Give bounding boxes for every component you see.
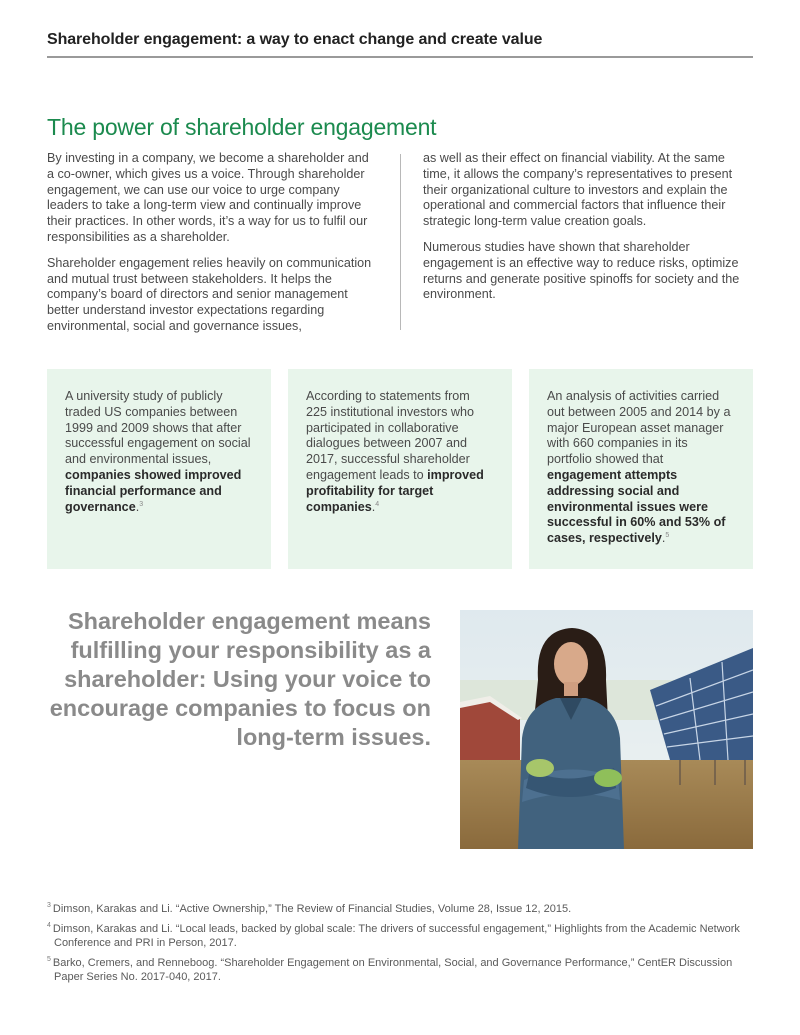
page-header: Shareholder engagement: a way to enact change and create value xyxy=(47,31,753,58)
box-text: A university study of publicly traded US companies between 1999 and 2009 shows that after successful engagement on social and environmental issues, xyxy=(65,389,251,467)
box-text: An analysis of activities carried out between 2005 and 2014 by a major European asset manager with 660 companies in its portfolio showed that xyxy=(547,389,731,467)
column-divider xyxy=(400,154,401,330)
footnote-text: Barko, Cremers, and Renneboog. “Shareholder Engagement on Environmental, Social, and Governance Performance,” CentER Discussion Paper Series No. 2017-040, 2017. xyxy=(52,956,733,983)
section-title: The power of shareholder engagement xyxy=(47,114,437,140)
footnote xyxy=(47,902,753,917)
body-column-right xyxy=(423,151,753,313)
study-box xyxy=(288,369,512,569)
box-text: According to statements from 225 institutional investors who participated in collaborative dialogues between 2007 and 2017, successful shareholder engagement leads to xyxy=(306,389,475,482)
body-column-left xyxy=(47,151,379,345)
footnote xyxy=(47,956,753,985)
box-period: . xyxy=(661,531,666,546)
footnote-text: Dimson, Karakas and Li. “Local leads, backed by global scale: The drivers of successful engagement,” Highlights from the Academic Network Conference and PRI in Person, 2017. xyxy=(52,922,740,949)
box-period: . xyxy=(371,499,376,514)
footnote-ref: 4 xyxy=(375,500,380,508)
study-box xyxy=(47,369,271,569)
footnote-number: 4 xyxy=(47,921,51,929)
box-highlight: engagement attempts addressing social and environmental issues were successful in 60% and 53% of cases, respectively xyxy=(547,467,726,546)
paragraph: By investing in a company, we become a shareholder and a co-owner, which gives us a voice. Through shareholder engagement, we can use our voice to urge company leaders to take a long-term view and continually improve their practices. In other words, it’s a way for us to fulfil our responsibilities as a shareholder. xyxy=(47,151,369,244)
footnote-ref: 3 xyxy=(139,500,144,508)
study-box xyxy=(529,369,753,569)
paragraph: as well as their effect on financial viability. At the same time, it allows the company’s representatives to present their organizational culture to investors and explain the operational and commercial factors that influence their strategic long-term value creation goals. xyxy=(423,151,733,229)
box-highlight: improved profitability for target companies xyxy=(306,467,484,514)
photo-woman-solar-panels xyxy=(460,610,753,849)
box-highlight: companies showed improved financial performance and governance xyxy=(65,467,242,514)
footnote-text: Dimson, Karakas and Li. “Active Ownership,” The Review of Financial Studies, Volume 28, Issue 12, 2015. xyxy=(52,903,572,915)
footnotes xyxy=(47,902,753,990)
footnote-number: 5 xyxy=(47,955,51,963)
footnote xyxy=(47,922,753,951)
paragraph: Numerous studies have shown that shareholder engagement is an effective way to reduce risks, optimize returns and generate positive spinoffs for society and the environment. xyxy=(423,239,740,302)
footnote-number: 3 xyxy=(47,902,51,910)
pull-quote: Shareholder engagement means fulfilling your responsibility as a shareholder: Using your voice to encourage companies to focus on long-term issues. xyxy=(49,608,431,750)
paragraph: Shareholder engagement relies heavily on communication and mutual trust between stakeholders. It helps the company’s board of directors and senior management better understand investor expectations regarding environmental, social and governance issues, xyxy=(47,255,372,333)
footnote-ref: 5 xyxy=(665,531,670,539)
box-period: . xyxy=(135,499,140,514)
